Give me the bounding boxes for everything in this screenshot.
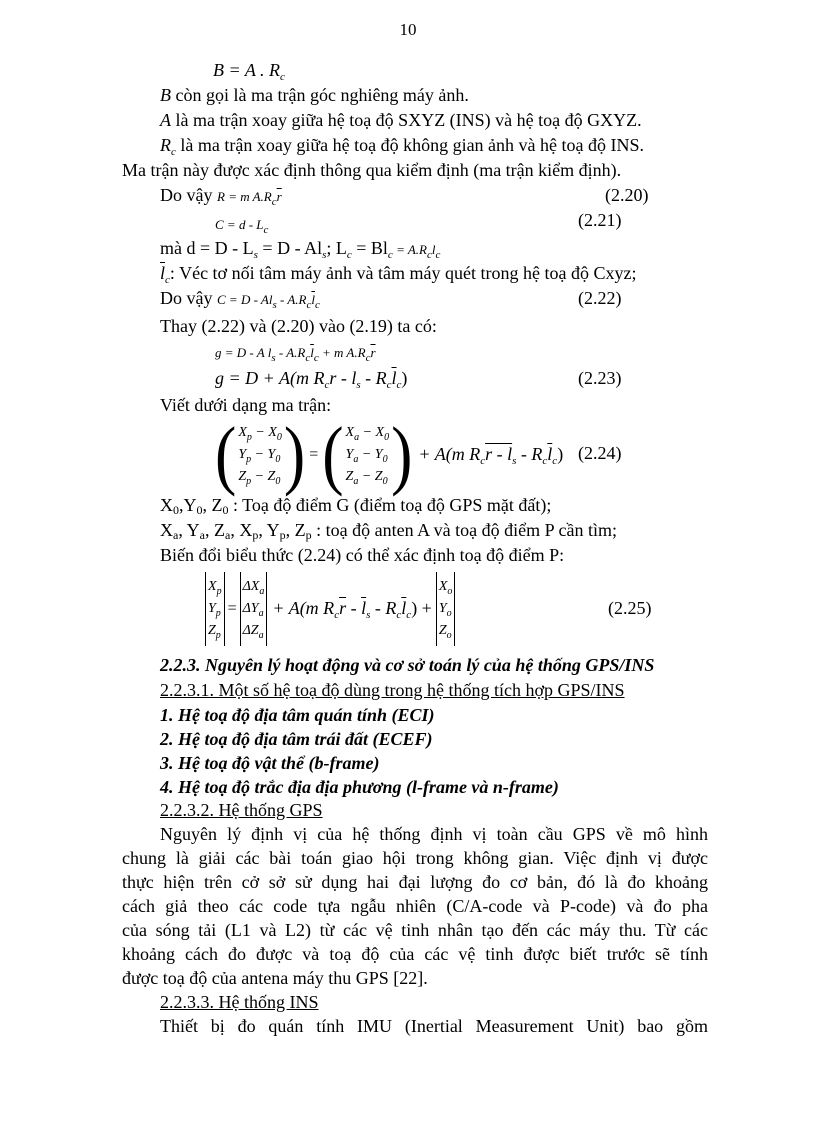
l17-g: : toạ độ anten A và toạ độ điểm P cần tìm;	[311, 520, 617, 540]
gps-paragraph-line-7: được toạ độ của antena máy thu GPS [22].	[122, 968, 428, 988]
eq-2-20-sub: c	[271, 196, 277, 208]
matrix-2-25-a-cell-2: $Y_p$	[208, 601, 221, 619]
equation-2-21	[215, 213, 268, 237]
l17-c: , Z	[205, 520, 225, 540]
eq-g1-sub-f: c	[365, 352, 371, 364]
matrix-2-24-left-cell-3: $Z_p - Z_0$	[238, 469, 281, 487]
relation-part-3: ; L	[326, 238, 347, 258]
eq-2-23-e: $\overline{l}$	[391, 368, 397, 388]
text-line-3	[160, 110, 642, 132]
subsection-heading-2-2-3-3: 2.2.3.3. Hệ thống INS	[160, 992, 319, 1012]
l16-c: , Z	[202, 495, 223, 515]
text-line-18: Biến đổi biểu thức (2.24) có thể xác định toạ độ điểm P:	[160, 545, 565, 565]
relation-part-2: = D - Al	[257, 238, 323, 258]
subsection-heading-2-2-3-1: 2.2.3.1. Một số hệ toạ độ dùng trong hệ thống tích hợp GPS/INS	[160, 680, 625, 700]
text-line-16: X0,Y0, Z0 : Toạ độ điểm G (điểm toạ độ GPS mặt đất);	[160, 495, 552, 517]
equation-2-23: g = D + A(m $R_cr - l_s - R_c\overline{l}_c$)	[215, 368, 408, 391]
eq-2-22-body: C = D - Al	[217, 292, 273, 307]
symbol-lc-sub: c	[165, 274, 170, 286]
matrix-2-24-left	[236, 422, 284, 488]
matrix-2-25-a-cell-1: $X_p$	[208, 579, 222, 597]
eq-g1-d: $\overline{l}$	[310, 345, 314, 360]
gps-paragraph-line-2: chung là giải các bài toán giao hội trong không gian. Việc định vị được	[122, 848, 708, 868]
equation-b	[213, 60, 285, 84]
eq-g1-b: - A.R	[275, 345, 306, 360]
eq-2-21-sub: c	[263, 224, 269, 236]
eq-2-22-lead: Do vậy	[160, 288, 217, 308]
text-line-5: Ma trận này được xác định thông qua kiểm định (ma trận kiểm định).	[122, 160, 622, 180]
eq-number-2-20: (2.20)	[605, 185, 649, 205]
eq-2-21-body: C = d - L	[215, 217, 264, 232]
matrix-2-25-b-cell-2: $\Delta Y_a$	[242, 601, 264, 619]
equation-2-22: Do vậy $C = D - Al_s - A.R_c\overline{l}_c$	[160, 288, 320, 311]
matrix-equation-2-25: $X_p$ $Y_p$ $Z_p$ = $\Delta X_a$ $\Delta Y_a$ $\Delta Z_a$ + A(m $R_c\overline{r} - \overline{l}_s - R_c\overline{l}_c$) + $X_o$ $Y_o$ $Z_o$	[205, 572, 455, 646]
list-item-l-frame: 4. Hệ toạ độ trắc địa địa phương (l-frame và n-frame)	[160, 777, 559, 797]
equation-b-text: B = A . R	[213, 60, 280, 80]
eq-2-22-sub-c: c	[306, 299, 312, 311]
l17-sub-a: a	[173, 528, 179, 542]
equation-g-1: g = D - A $l_s - A.R_c\overline{l}_c + m$ $A.R_c\overline{r}$	[215, 345, 376, 364]
eq-number-2-23: (2.23)	[578, 368, 622, 388]
eq-2-20-body: R = m A.R	[217, 189, 272, 204]
eq-g1-sub-c: c	[305, 352, 311, 364]
text-line-4	[160, 135, 644, 159]
text-line-9	[160, 263, 636, 287]
eq-number-2-22: (2.22)	[578, 288, 622, 308]
matrix-2-24-left-cell-1: $X_p - X_0$	[238, 425, 282, 443]
equation-2-20	[160, 185, 282, 209]
matrix-2-24-right-cell-2: $Y_a - Y_0$	[345, 447, 388, 465]
section-heading-2-2-3: 2.2.3. Nguyên lý hoạt động và cơ sở toán lý của hệ thống GPS/INS	[160, 655, 655, 675]
text-line-2	[160, 85, 469, 107]
relation-part-5: = A.R	[392, 242, 427, 257]
eq-2-24-tail-3: - R	[516, 443, 543, 464]
eq-2-23-a: g = D + A(m R	[215, 368, 325, 388]
l17-sub-p: p	[252, 528, 259, 542]
list-item-b-frame: 3. Hệ toạ độ vật thể (b-frame)	[160, 753, 380, 773]
gps-paragraph-line-4: cách giả theo các code tựa ngẫu nhiên (C/A-code và P-code) và đo pha	[122, 896, 708, 916]
eq-2-23-sub-s: s	[356, 379, 361, 391]
symbol-lc: $\overline{l}$	[160, 263, 166, 283]
eq-2-20-lead: Do vậy	[160, 185, 217, 205]
l16-a: X	[160, 495, 173, 515]
l16-d: : Toạ độ điểm G (điểm toạ độ GPS mặt đất);	[228, 495, 552, 515]
matrix-2-25-c-cell-2: $Y_o$	[438, 601, 452, 619]
eq-2-22-body-2: - A.R	[276, 292, 307, 307]
symbol-rc-sub: c	[171, 146, 176, 158]
equation-b-sub: c	[279, 71, 285, 83]
list-item-ecef: 2. Hệ toạ độ địa tâm trái đất (ECEF)	[160, 729, 433, 749]
line-9-text: : Véc tơ nối tâm máy ảnh và tâm máy quét trong hệ toạ độ Cxyz;	[169, 263, 637, 283]
eq-2-24-tail-5: )	[557, 443, 564, 464]
matrix-2-25-c	[437, 576, 455, 642]
eq-number-2-24: (2.24)	[578, 443, 622, 463]
matrix-2-25-b-cell-3: $\Delta Z_a$	[242, 623, 264, 641]
l16-b: ,Y	[179, 495, 197, 515]
eq-g1-e: + m A.R	[318, 345, 366, 360]
gps-paragraph-line-6: khoảng cách đo được và toạ độ của các vệ tinh được biết trước sẽ tính	[122, 944, 708, 964]
line-2-text: còn gọi là ma trận góc nghiêng máy ảnh.	[171, 85, 469, 105]
eq-2-23-b: r - l	[329, 368, 357, 388]
text-line-14: Viết dưới dạng ma trận:	[160, 395, 332, 415]
l17-a: X	[160, 520, 173, 540]
eq-2-20-r: $\overline{r}$	[276, 189, 282, 204]
eq-2-25-mid: + A(m R	[272, 597, 335, 618]
l17-f: , Z	[285, 520, 306, 540]
matrix-2-24-right-cell-1: $X_a - X_0$	[345, 425, 390, 443]
line-4-text: là ma trận xoay giữa hệ toạ độ không gian ảnh và hệ toạ độ INS.	[175, 135, 645, 155]
line-3-text: là ma trận xoay giữa hệ toạ độ SXYZ (INS) và hệ toạ độ GXYZ.	[171, 110, 642, 130]
matrix-2-24-right	[344, 422, 392, 488]
gps-paragraph-line-3: thực hiện trên cở sở sử dụng hai đại lượng đo cơ bản, đó là đo khoảng	[122, 872, 708, 892]
relation-part-6: l	[431, 242, 436, 257]
symbol-b: B	[160, 85, 171, 105]
list-item-eci: 1. Hệ toạ độ địa tâm quán tính (ECI)	[160, 705, 435, 725]
relation-part-4: = Bl	[351, 238, 388, 258]
eq-2-23-sub-c: c	[324, 379, 330, 391]
ins-paragraph-line-1: Thiết bị đo quán tính IMU (Inertial Measurement Unit) bao gồm	[160, 1016, 708, 1036]
matrix-2-25-b-cell-1: $\Delta X_a$	[242, 579, 265, 597]
matrix-2-25-a	[206, 576, 224, 642]
eq-2-23-d: - R	[360, 368, 387, 388]
eq-g1-a: g = D - A l	[215, 345, 272, 360]
subsection-heading-2-2-3-2: 2.2.3.2. Hệ thống GPS	[160, 800, 323, 820]
page-number: 10	[399, 20, 417, 39]
gps-paragraph-line-1: Nguyên lý định vị của hệ thống định vị toàn cầu GPS về mô hình	[160, 824, 708, 844]
eq-2-23-f: )	[401, 368, 408, 388]
matrix-2-24-left-cell-2: $Y_p - Y_0$	[238, 447, 281, 465]
matrix-equation-2-24: ( $X_p - X_0$ $Y_p - Y_0$ $Z_p - Z_0$ ) = ( $X_a - X_0$ $Y_a - Y_0$ $Z_a - Z_0$ ) + A(m $R_cr - l_s - R_c\overline{l}_c$)	[215, 411, 564, 497]
l17-b: , Y	[178, 520, 200, 540]
l16-sub-1: 0	[173, 503, 179, 517]
eq-2-24-tail-4: $\overline{l}$	[547, 443, 553, 464]
symbol-a: A	[160, 110, 171, 130]
relation-part-1: mà d = D - L	[160, 238, 254, 258]
eq-g1-g: $\overline{r}$	[370, 345, 376, 360]
text-line-17: Xa, Ya, Za, Xp, Yp, Zp : toạ độ anten A và toạ độ điểm P cần tìm;	[160, 520, 617, 542]
gps-paragraph-line-5: của sóng tải (L1 và L2) từ các vệ tinh nhân tạo đến các máy thu. Từ các	[122, 920, 708, 940]
matrix-2-25-a-cell-3: $Z_p$	[208, 623, 221, 641]
eq-2-24-tail-2: r - l	[485, 443, 513, 464]
text-line-11: Thay (2.22) và (2.20) vào (2.19) ta có:	[160, 316, 437, 336]
l17-d: , X	[230, 520, 253, 540]
matrix-2-25-c-cell-1: $X_o$	[438, 579, 453, 597]
eq-2-22-body-3: $\overline{l}$	[311, 292, 316, 307]
matrix-2-25-b	[241, 576, 267, 642]
matrix-2-24-right-cell-3: $Z_a - Z_0$	[345, 469, 388, 487]
symbol-rc: R	[160, 135, 171, 155]
l17-e: , Y	[258, 520, 280, 540]
eq-2-24-sub-c: c	[480, 454, 486, 467]
matrix-2-25-c-cell-3: $Z_o$	[438, 623, 452, 641]
eq-2-24-tail: + A(m R	[418, 443, 481, 464]
eq-number-2-21: (2.21)	[578, 210, 622, 230]
equation-relations: mà $d = D - L_s = D - Al_s$; $L_c = Bl_c = A.R_cl_c$	[160, 238, 441, 261]
eq-2-22-sub-s: s	[272, 299, 277, 311]
eq-2-24-sub-s: s	[512, 454, 517, 467]
eq-g1-sub-s: s	[271, 352, 276, 364]
eq-number-2-25: (2.25)	[608, 598, 652, 618]
